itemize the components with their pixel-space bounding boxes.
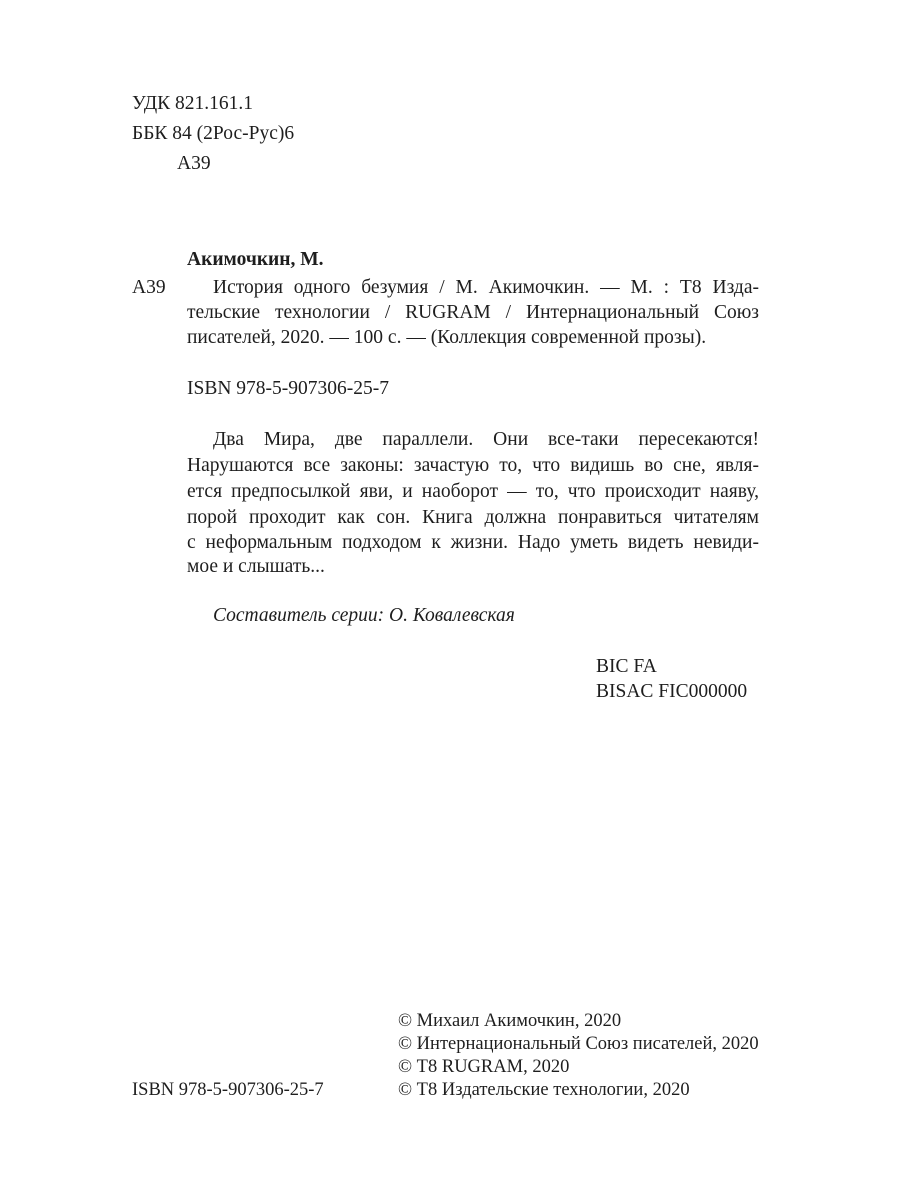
record-author-mark: А39 bbox=[132, 277, 166, 298]
copyright-union: © Интернациональный Союз писателей, 2020 bbox=[398, 1034, 759, 1054]
description-line-3: писателей, 2020. — 100 с. — (Коллекция современной прозы). bbox=[187, 327, 707, 348]
copyright-rugram: © Т8 RUGRAM, 2020 bbox=[398, 1057, 570, 1077]
bisac-code: BISAC FIC000000 bbox=[596, 681, 748, 702]
copyright-author: © Михаил Акимочкин, 2020 bbox=[398, 1011, 622, 1031]
bic-code: BIC FA bbox=[596, 656, 657, 677]
annotation-line-4: порой проходит как сон. Книга должна понравиться читателям bbox=[187, 507, 759, 528]
description-line-1: История одного безумия / М. Акимочкин. — М. : Т8 Изда- bbox=[213, 277, 759, 298]
series-compiler: Составитель серии: О. Ковалевская bbox=[213, 605, 515, 626]
author-heading: Акимочкин, М. bbox=[187, 249, 324, 270]
udk-code: УДК 821.161.1 bbox=[132, 93, 254, 114]
bbk-code: ББК 84 (2Рос-Рус)6 bbox=[132, 123, 295, 144]
author-mark: А39 bbox=[177, 153, 211, 174]
annotation-line-1: Два Мира, две параллели. Они все-таки пересекаются! bbox=[213, 429, 759, 450]
footer-isbn: ISBN 978-5-907306-25-7 bbox=[132, 1080, 324, 1100]
copyright-publisher: © Т8 Издательские технологии, 2020 bbox=[398, 1080, 690, 1100]
description-line-2: тельские технологии / RUGRAM / Интернациональный Союз bbox=[187, 302, 759, 323]
record-isbn: ISBN 978-5-907306-25-7 bbox=[187, 378, 390, 399]
annotation-line-3: ется предпосылкой яви, и наоборот — то, что происходит наяву, bbox=[187, 481, 759, 502]
annotation-line-2: Нарушаются все законы: зачастую то, что видишь во сне, явля- bbox=[187, 455, 759, 476]
annotation-line-6: мое и слышать... bbox=[187, 556, 325, 577]
annotation-line-5: с неформальным подходом к жизни. Надо уметь видеть невиди- bbox=[187, 532, 759, 553]
